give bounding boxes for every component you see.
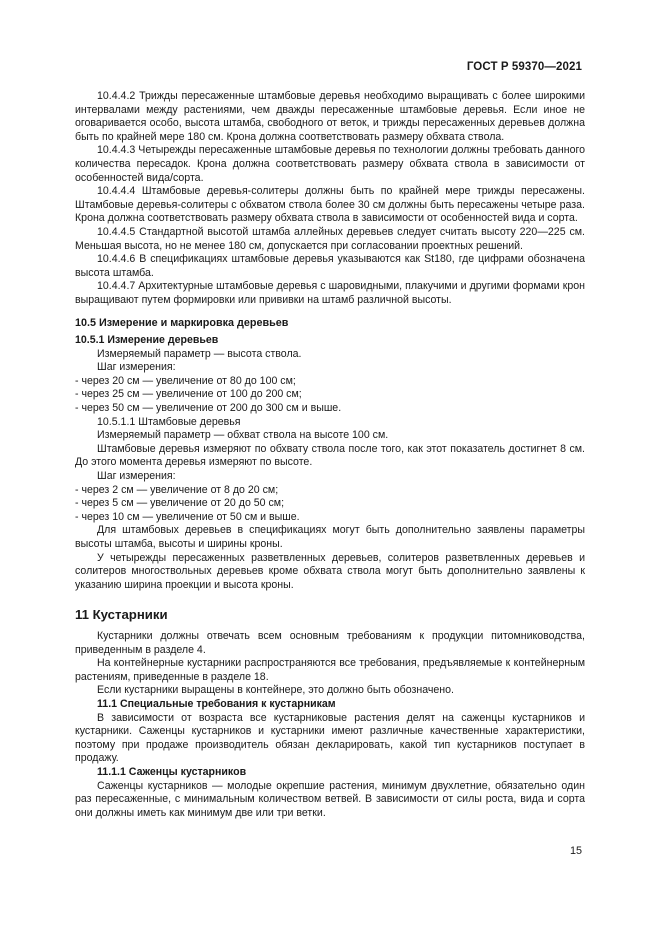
paragraph-text: Измеряемый параметр — обхват ствола на высоте 100 см. [97, 429, 389, 442]
paragraph-10-4-4-6 [75, 253, 585, 280]
measurement-step-label [75, 470, 585, 484]
paragraph-text: Шаг измерения: [97, 470, 176, 483]
paragraph-text: Саженцы кустарников — молодые окрепшие растения, минимум двухлетние, обязательно один раз пересаженные, с минимальным количеством ветвей. В зависимости от силы роста, вида и сорта они должны иметь как минимум две или три ветки. [75, 779, 585, 819]
document-standard-id: ГОСТ Р 59370—2021 [466, 61, 582, 73]
paragraph-text: Штамбовые деревья измеряют по обхвату ствола после того, как этот показатель достигнет 8 см. До этого момента деревья измеряют по высоте. [75, 442, 585, 469]
paragraph-text: В зависимости от возраста все кустарниковые растения делят на саженцы кустарников и кустарники. Саженцы кустарников и кустарники имеют различные качественные характеристики, поэтому при продаже производитель обязан декларировать, какой тип кустарников поступает в продажу. [75, 711, 585, 765]
paragraph-text: 10.4.4.6 В спецификациях штамбовые деревья указываются как St180, где цифрами обозначена высота штамба. [75, 253, 585, 279]
list-item: - через 5 см — увеличение от 20 до 50 см; [75, 497, 285, 510]
paragraph-shrubs-4 [75, 712, 585, 766]
list-item: - через 50 см — увеличение от 200 до 300 см и выше. [75, 402, 342, 415]
paragraph-text: Кустарники должны отвечать всем основным требованиям к продукции питомниководства, приведенным в разделе 4. [75, 629, 585, 656]
paragraph-text: Для штамбовых деревьев в спецификациях могут быть дополнительно заявлены параметры высоты штамба, высоты и ширины кроны. [75, 524, 585, 550]
document-body [75, 90, 585, 820]
subsection-heading-10-5-1 [75, 334, 585, 348]
list-item: - через 2 см — увеличение от 8 до 20 см; [75, 483, 279, 496]
heading-text: 10.5.1.1 Штамбовые деревья [97, 415, 241, 428]
section-heading-11-1 [75, 698, 585, 712]
paragraph-stem-measure [75, 443, 585, 470]
page-number: 15 [569, 845, 582, 857]
subsection-heading-10-5-1-1 [75, 416, 585, 430]
paragraph-shrubs-2 [75, 657, 585, 684]
measured-parameter-girth [75, 429, 585, 443]
list-item: - через 10 см — увеличение от 50 см и выше. [75, 510, 300, 523]
paragraph-text: На контейнерные кустарники распространяются все требования, предъявляемые к контейнерным растениям, приведенные в разделе 18. [75, 657, 585, 683]
paragraph-four-times [75, 552, 585, 593]
measured-parameter-height [75, 348, 585, 362]
paragraph-spec-params [75, 524, 585, 551]
heading-text: 10.5.1 Измерение деревьев [75, 334, 219, 347]
heading-text: 11.1 Специальные требования к кустарникам [97, 697, 336, 710]
heading-text: 11 Кустарники [75, 607, 168, 623]
paragraph-text: Если кустарники выращены в контейнере, это должно быть обозначено. [97, 684, 454, 697]
paragraph-text: 10.4.4.5 Стандартной высотой штамба аллейных деревьев следует считать высоту 220—225 см. Меньшая высота, но не менее 180 см, допускается при согласовании проектных решений. [75, 225, 585, 252]
subsection-heading-11-1-1 [75, 766, 585, 780]
chapter-heading-11 [75, 608, 585, 622]
list-item: - через 20 см — увеличение от 80 до 100 см; [75, 374, 296, 387]
heading-text: 11.1.1 Саженцы кустарников [97, 765, 247, 778]
paragraph-10-4-4-2 [75, 90, 585, 144]
paragraph-text: У четырежды пересаженных разветвленных деревьев, солитеров разветвленных деревьев и солитеров многоствольных деревьев кроме обхвата ствола могут быть дополнительно заявлены к указанию ширина проекции и высота кроны. [75, 551, 585, 591]
heading-text: 10.5 Измерение и маркировка деревьев [75, 316, 289, 329]
paragraph-10-4-4-3 [75, 144, 585, 185]
list-item: - через 25 см — увеличение от 100 до 200 см; [75, 388, 302, 401]
paragraph-shrubs-1 [75, 630, 585, 657]
paragraph-shrubs-3 [75, 684, 585, 698]
paragraph-text: 10.4.4.2 Трижды пересаженные штамбовые деревья необходимо выращивать с более широкими интервалами между растениями, чем дважды пересаженные штамбовые деревья. Если иное не оговаривается особо, высота штамба, свободного от веток, и трижды пересаженных деревьев должна быть по крайней мере 180 см. Крона должна соответствовать размеру обхвата ствола. [75, 90, 585, 143]
paragraph-10-4-4-7 [75, 280, 585, 307]
paragraph-10-4-4-4 [75, 185, 585, 226]
measurement-step-label [75, 361, 585, 375]
paragraph-text: 10.4.4.3 Четырежды пересаженные штамбовые деревья по технологии должны требовать данного количества пересадок. Крона должна соответствовать размеру обхвата ствола в зависимости от особенностей вида/сорта. [75, 144, 585, 184]
paragraph-text: 10.4.4.7 Архитектурные штамбовые деревья с шаровидными, плакучими и другими формами крон выращивают путем формировки или прививки на штамб различной высоты. [75, 280, 585, 306]
paragraph-10-4-4-5 [75, 226, 585, 253]
paragraph-text: Измеряемый параметр — высота ствола. [97, 347, 302, 360]
section-heading-10-5 [75, 317, 585, 331]
paragraph-text: 10.4.4.4 Штамбовые деревья-солитеры должны быть по крайней мере трижды пересажены. Штамбовые деревья-солитеры с обхватом ствола более 30 см должны быть пересажены четыре раза. Крона должна соответствовать размеру обхвата ствола в зависимости от особенностей вида и сорта. [75, 185, 585, 225]
paragraph-text: Шаг измерения: [97, 361, 176, 374]
paragraph-shrubs-5 [75, 780, 585, 821]
